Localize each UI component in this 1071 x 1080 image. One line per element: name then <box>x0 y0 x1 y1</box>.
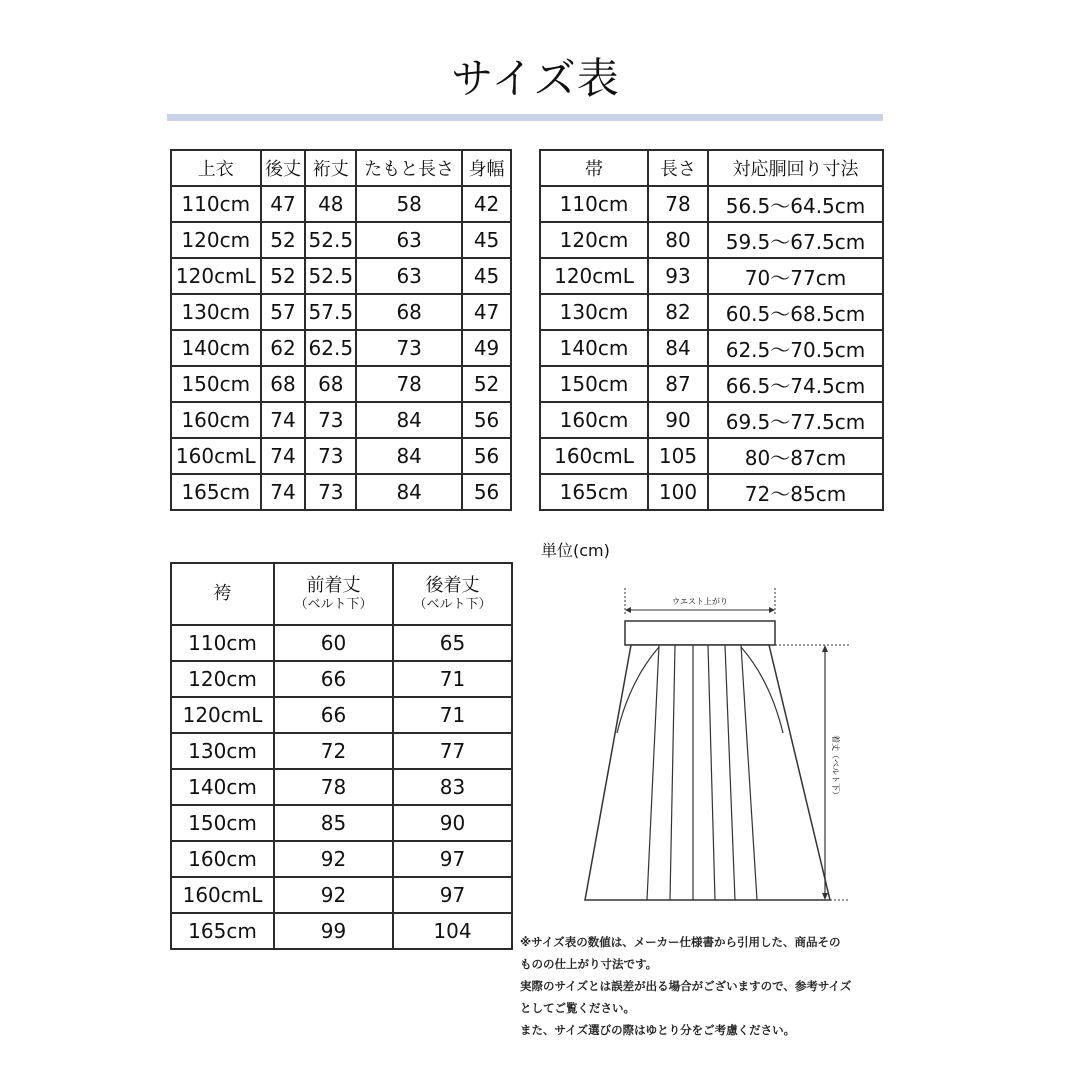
value-cell: 72〜85cm <box>708 474 883 510</box>
header-row <box>540 150 883 186</box>
table-row <box>171 769 512 805</box>
value-cell: 100 <box>648 474 708 510</box>
header-cell <box>171 563 274 625</box>
table-row <box>171 294 511 330</box>
value-cell: 84 <box>356 438 462 474</box>
value-cell: 71 <box>393 697 512 733</box>
header-cell: たもと長さ <box>356 150 462 186</box>
size-cell: 120cmL <box>540 258 648 294</box>
header-sublabel: （ベルト下） <box>294 597 373 613</box>
value-cell: 83 <box>393 769 512 805</box>
value-cell: 52 <box>462 366 511 402</box>
title-underline <box>167 114 883 121</box>
size-cell: 160cmL <box>171 877 274 913</box>
size-cell: 120cm <box>171 661 274 697</box>
header-cell: 対応胴回り寸法 <box>708 150 883 186</box>
value-cell: 84 <box>356 474 462 510</box>
value-cell: 92 <box>274 877 393 913</box>
header-cell: 上衣 <box>171 150 261 186</box>
footnote-line: また、サイズ選びの際はゆとり分をご考慮ください。 <box>520 1023 796 1037</box>
value-cell: 47 <box>462 294 511 330</box>
size-cell: 130cm <box>171 294 261 330</box>
table-row <box>171 841 512 877</box>
footnote-line: 実際のサイズとは誤差が出る場合がございますので、参考サイズ <box>520 979 852 993</box>
value-cell: 77 <box>393 733 512 769</box>
size-cell: 110cm <box>171 186 261 222</box>
value-cell: 78 <box>648 186 708 222</box>
length-label: 着丈（ベルト下） <box>831 735 840 799</box>
size-cell: 160cm <box>171 402 261 438</box>
value-cell: 80〜87cm <box>708 438 883 474</box>
value-cell: 52.5 <box>305 222 356 258</box>
value-cell: 73 <box>356 330 462 366</box>
top-size-table <box>170 149 512 511</box>
value-cell: 68 <box>261 366 306 402</box>
size-cell: 130cm <box>171 733 274 769</box>
table-row <box>540 258 883 294</box>
obi-table-body <box>540 150 883 510</box>
size-cell: 120cm <box>540 222 648 258</box>
header-cell: 裄丈 <box>305 150 356 186</box>
footnote <box>520 931 920 1041</box>
value-cell: 52 <box>261 258 306 294</box>
value-cell: 70〜77cm <box>708 258 883 294</box>
value-cell: 56 <box>462 402 511 438</box>
obi-size-table <box>539 149 884 511</box>
footnote-line: ※サイズ表の数値は、メーカー仕様書から引用した、商品その <box>520 935 841 949</box>
hakama-skirt <box>585 645 830 900</box>
header-row <box>171 150 511 186</box>
value-cell: 52.5 <box>305 258 356 294</box>
header-cell: 身幅 <box>462 150 511 186</box>
table-row <box>171 474 511 510</box>
table-row <box>171 438 511 474</box>
value-cell: 73 <box>305 474 356 510</box>
value-cell: 78 <box>274 769 393 805</box>
value-cell: 66 <box>274 697 393 733</box>
value-cell: 68 <box>305 366 356 402</box>
hakama-table-body <box>171 563 512 949</box>
value-cell: 73 <box>305 438 356 474</box>
table-row <box>171 402 511 438</box>
table-row <box>171 913 512 949</box>
value-cell: 74 <box>261 474 306 510</box>
value-cell: 97 <box>393 877 512 913</box>
value-cell: 63 <box>356 258 462 294</box>
size-cell: 120cm <box>171 222 261 258</box>
value-cell: 82 <box>648 294 708 330</box>
size-cell: 120cmL <box>171 258 261 294</box>
size-cell: 130cm <box>540 294 648 330</box>
value-cell: 78 <box>356 366 462 402</box>
value-cell: 99 <box>274 913 393 949</box>
value-cell: 90 <box>648 402 708 438</box>
value-cell: 84 <box>648 330 708 366</box>
hakama-size-table <box>170 562 513 950</box>
table-row <box>540 402 883 438</box>
value-cell: 52 <box>261 222 306 258</box>
size-cell: 140cm <box>171 330 261 366</box>
table-row <box>171 625 512 661</box>
value-cell: 42 <box>462 186 511 222</box>
table-row <box>171 186 511 222</box>
value-cell: 93 <box>648 258 708 294</box>
value-cell: 65 <box>393 625 512 661</box>
value-cell: 80 <box>648 222 708 258</box>
size-cell: 150cm <box>540 366 648 402</box>
table-row <box>171 877 512 913</box>
header-row <box>171 563 512 625</box>
table-row <box>171 733 512 769</box>
value-cell: 66 <box>274 661 393 697</box>
value-cell: 59.5〜67.5cm <box>708 222 883 258</box>
header-label: 後着丈 <box>425 574 480 596</box>
header-cell <box>274 563 393 625</box>
value-cell: 62.5 <box>305 330 356 366</box>
waist-arrow-head-left <box>625 607 631 613</box>
size-cell: 165cm <box>171 474 261 510</box>
table-row <box>540 438 883 474</box>
size-cell: 120cmL <box>171 697 274 733</box>
table-row <box>540 474 883 510</box>
table-row <box>540 222 883 258</box>
table-row <box>540 366 883 402</box>
unit-label: 単位(cm) <box>541 541 610 560</box>
value-cell: 66.5〜74.5cm <box>708 366 883 402</box>
value-cell: 90 <box>393 805 512 841</box>
value-cell: 69.5〜77.5cm <box>708 402 883 438</box>
header-cell <box>393 563 512 625</box>
header-cell: 長さ <box>648 150 708 186</box>
size-cell: 160cm <box>171 841 274 877</box>
value-cell: 68 <box>356 294 462 330</box>
table-row <box>171 805 512 841</box>
size-cell: 140cm <box>171 769 274 805</box>
value-cell: 84 <box>356 402 462 438</box>
table-row <box>171 661 512 697</box>
header-cell: 後丈 <box>261 150 306 186</box>
value-cell: 47 <box>261 186 306 222</box>
value-cell: 74 <box>261 402 306 438</box>
header-cell: 帯 <box>540 150 648 186</box>
table-row <box>540 294 883 330</box>
waist-arrow-head-right <box>769 607 775 613</box>
table-row <box>540 186 883 222</box>
size-cell: 160cm <box>540 402 648 438</box>
table-row <box>171 366 511 402</box>
waist-label: ウエスト上がり <box>672 597 728 606</box>
value-cell: 62 <box>261 330 306 366</box>
value-cell: 74 <box>261 438 306 474</box>
value-cell: 92 <box>274 841 393 877</box>
value-cell: 62.5〜70.5cm <box>708 330 883 366</box>
size-cell: 165cm <box>540 474 648 510</box>
hakama-diagram <box>575 585 855 915</box>
value-cell: 60.5〜68.5cm <box>708 294 883 330</box>
header-label: 袴 <box>213 583 232 605</box>
size-cell: 110cm <box>171 625 274 661</box>
value-cell: 97 <box>393 841 512 877</box>
value-cell: 58 <box>356 186 462 222</box>
footnote-line: としてご覧ください。 <box>520 1001 635 1015</box>
value-cell: 105 <box>648 438 708 474</box>
value-cell: 57 <box>261 294 306 330</box>
value-cell: 63 <box>356 222 462 258</box>
size-cell: 110cm <box>540 186 648 222</box>
value-cell: 45 <box>462 222 511 258</box>
value-cell: 49 <box>462 330 511 366</box>
size-cell: 160cmL <box>171 438 261 474</box>
value-cell: 60 <box>274 625 393 661</box>
hakama-belt <box>625 621 775 645</box>
table-row <box>171 258 511 294</box>
value-cell: 57.5 <box>305 294 356 330</box>
page-title: サイズ表 <box>451 54 620 103</box>
size-cell: 150cm <box>171 366 261 402</box>
header-label: 前着丈 <box>306 574 361 596</box>
value-cell: 71 <box>393 661 512 697</box>
value-cell: 85 <box>274 805 393 841</box>
value-cell: 72 <box>274 733 393 769</box>
value-cell: 73 <box>305 402 356 438</box>
value-cell: 104 <box>393 913 512 949</box>
table-row <box>171 222 511 258</box>
table-row <box>540 330 883 366</box>
value-cell: 87 <box>648 366 708 402</box>
value-cell: 45 <box>462 258 511 294</box>
size-cell: 150cm <box>171 805 274 841</box>
size-cell: 140cm <box>540 330 648 366</box>
value-cell: 56.5〜64.5cm <box>708 186 883 222</box>
size-cell: 160cmL <box>540 438 648 474</box>
size-cell: 165cm <box>171 913 274 949</box>
value-cell: 48 <box>305 186 356 222</box>
value-cell: 56 <box>462 438 511 474</box>
value-cell: 56 <box>462 474 511 510</box>
footnote-line: ものの仕上がり寸法です。 <box>520 957 658 971</box>
table-row <box>171 697 512 733</box>
length-arrow-head-top <box>822 645 828 652</box>
header-sublabel: （ベルト下） <box>413 597 492 613</box>
top-table-body <box>171 150 511 510</box>
table-row <box>171 330 511 366</box>
